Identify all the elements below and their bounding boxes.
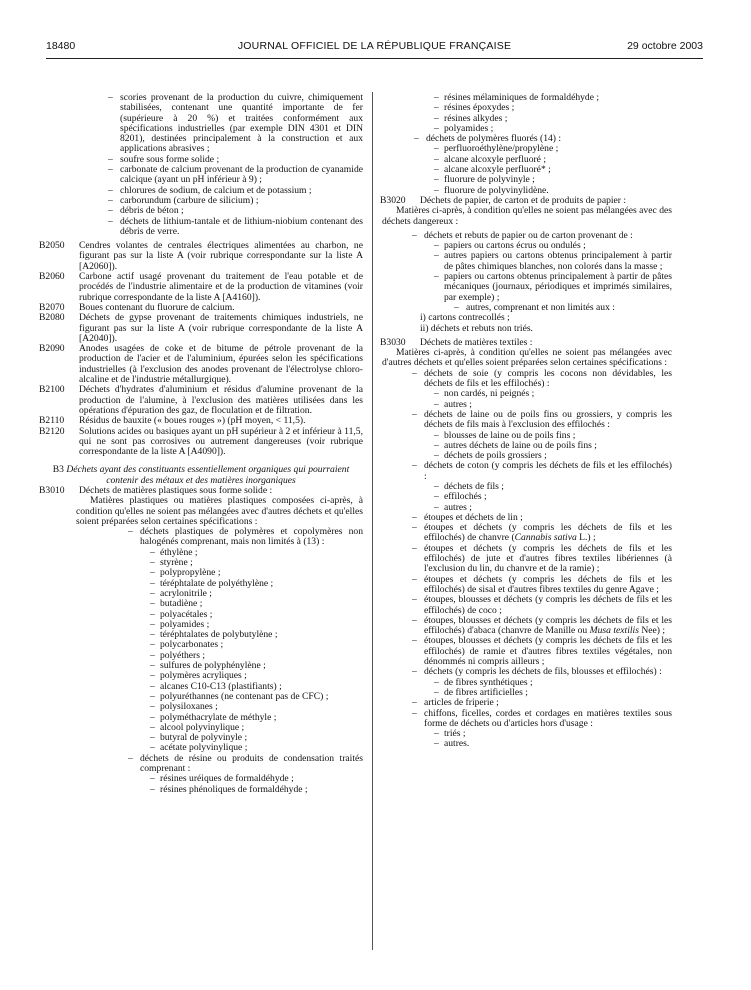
list-item: ii) déchets et rebuts non triés. — [420, 322, 533, 334]
list-item: – papiers ou cartons écrus ou ondulés ; — [434, 240, 586, 252]
list-item: – chlorures de sodium, de calcium et de potassium ; — [108, 184, 312, 196]
list-item: – polyacétales ; — [150, 608, 213, 620]
page-number: 18480 — [46, 40, 76, 52]
entry-b2090: B2090 Anodes usagées de coke et de bitume de pétrole provenant de la production de l'acier et de l'aluminium, épurées selon les spécifications industrielles (à l'exclusion des anodes provenant de l'électrolyse chloro-alcaline et de l'industrie métallurgique). — [39, 343, 363, 386]
entry-b3030: B3030 Déchets de matières textiles : — [380, 336, 533, 348]
list-item: – déchets de soie (y compris les cocons non dévidables, les déchets de fils et les effilochés) : — [412, 367, 672, 390]
entry-b3010: B3010 Déchets de matières plastiques sous forme solide : — [39, 484, 273, 496]
column-divider — [372, 92, 373, 950]
entry-b2050: B2050 Cendres volantes de centrales électriques alimentées au charbon, ne figurant pas sur la liste A (voir rubrique correspondante sur la liste A [A2060]). — [39, 240, 363, 272]
list-item: i) cartons contrecollés ; — [420, 312, 510, 324]
entry-b2100: B2100 Déchets d'hydrates d'aluminium et résidus d'alumine provenant de la production de l'alumine, à l'exclusion des matières utilisées dans les opérations d'épuration des gaz, de floculation et de filtration. — [39, 384, 363, 416]
list-item: – soufre sous forme solide ; — [108, 153, 220, 165]
list-item: – autres ; — [434, 398, 472, 410]
list-item: – déchets de polymères fluorés (14) : — [414, 133, 562, 145]
list-item: – polyamides ; — [434, 122, 494, 134]
entry-code: B2060 — [39, 271, 65, 283]
list-item: – polypropylène ; — [150, 567, 221, 579]
list-item: – résines phénoliques de formaldéhyde ; — [150, 783, 308, 795]
list-item: – étoupes, blousses et déchets (y compris les déchets de fils et les effilochés) d'abaca (chanvre de Manille ou Musa textilis Nee) ; — [412, 614, 672, 637]
b3030-intro: Matières ci-après, à condition qu'elles ne soient pas mélangées avec d'autres déchets et qu'elles soient préparées selon certaines spécifications : — [382, 347, 672, 369]
entry-code: B2070 — [39, 301, 65, 313]
list-item: – de fibres synthétiques ; — [434, 676, 533, 688]
list-item: – fluorure de polyvinylidène. — [434, 184, 549, 196]
list-item: – déchets de fils ; — [434, 480, 504, 492]
list-item: – butyral de polyvinyle ; — [150, 732, 248, 744]
entry-code: B2080 — [39, 312, 65, 324]
list-item: – polymères acryliques ; — [150, 670, 247, 682]
list-item: – acrylonitrile ; — [150, 587, 212, 599]
list-item: – résines uréiques de formaldéhyde ; — [150, 773, 294, 785]
entry-b2120: B2120 Solutions acides ou basiques ayant un pH supérieur à 2 et inférieur à 11,5, qui ne sont pas corrosives ou autrement dangereuses (voir rubrique correspondante de la liste A [A4090]). — [39, 425, 363, 458]
list-item: – déchets et rebuts de papier ou de carton provenant de : — [412, 229, 633, 241]
list-item: – étoupes et déchets (y compris les déchets de fils et les effilochés) de sisal et d'autres fibres textiles du genre Agave ; — [412, 573, 672, 595]
list-item: – étoupes et déchets (y compris les déchets de fils et les effilochés) de jute et d'autres fibres textiles libériennes (à l'exclusion du lin, du chanvre et de la ramie) ; — [412, 542, 672, 575]
header-rule — [46, 58, 703, 59]
list-item: – scories provenant de la production du cuivre, chimiquement stabilisées, contenant une quantité importante de fer (supérieure à 20 %) et traitées conformément aux spécifications industrielles (par exemple DIN 4301 et DIN 8201), destinées principalement à la construction et aux applications abrasives ; — [108, 92, 363, 155]
entry-code: B2100 — [39, 384, 65, 396]
entry-code: B3010 — [39, 484, 65, 496]
entry-b2070: B2070 Boues contenant du fluorure de calcium. — [39, 301, 235, 313]
list-item: – carbonate de calcium provenant de la production de cyanamide calcique (ayant un pH inférieur à 9) ; — [108, 164, 363, 186]
entry-code: B2050 — [39, 240, 65, 252]
list-item: – polycarbonates ; — [150, 639, 224, 651]
entry-code: B3030 — [380, 336, 406, 348]
list-item: – déchets de résine ou produits de condensation traités comprenant : — [128, 752, 363, 774]
silk-list — [382, 389, 672, 410]
list-item: – déchets de laine ou de poils fins ou grossiers, y compris les déchets de fils mais à l'exclusion des effilochés : — [412, 408, 672, 431]
list-item: – étoupes, blousses et déchets (y compris les déchets de fils et les effilochés) de coco ; — [412, 594, 672, 616]
issue-date: 29 octobre 2003 — [627, 40, 703, 52]
list-item: – styrène ; — [150, 557, 193, 569]
list-item: – déchets de coton (y compris les déchets de fils et les effilochés) : — [412, 460, 672, 482]
right-column — [382, 93, 672, 750]
list-item: – blousses de laine ou de poils fins ; — [434, 429, 576, 441]
list-item: – étoupes et déchets (y compris les déchets de fils et les effilochés) de chanvre (Cannabis sativa L.) ; — [412, 522, 672, 544]
list-item: – chiffons, ficelles, cordes et cordages en matières textiles sous forme de déchets ou d'articles hors d'usage : — [412, 707, 672, 729]
entry-code: B2120 — [39, 425, 65, 437]
list-item: – étoupes et déchets de lin ; — [412, 511, 523, 523]
list-item: – butadiène ; — [150, 598, 203, 610]
list-item: – déchets de poils grossiers ; — [434, 450, 547, 462]
list-item: – autres déchets de laine ou de poils fins ; — [434, 439, 597, 451]
list-item: – polyamides ; — [150, 618, 210, 630]
list-item: – éthylène ; — [150, 546, 198, 558]
left-column — [39, 92, 363, 795]
paper-sub-list — [382, 313, 672, 334]
fluoro-list — [382, 144, 672, 195]
page-header — [46, 40, 703, 56]
resin-list-cont — [382, 93, 672, 134]
list-item: – carborundum (carbure de silicium) ; — [108, 194, 259, 206]
list-item: – acétate polyvinylique ; — [150, 742, 248, 754]
paper-list — [382, 241, 672, 303]
resin-list — [76, 774, 363, 795]
list-item: – polyuréthannes (ne contenant pas de CFC) ; — [150, 690, 329, 702]
list-item: – alcane alcoxyle perfluoré* ; — [434, 164, 551, 176]
list-item: – non cardés, ni peignés ; — [434, 388, 535, 400]
entry-code: B2110 — [39, 415, 65, 427]
list-item: – autres ; — [434, 501, 472, 513]
entry-b2080: B2080 Déchets de gypse provenant de traitements chimiques industriels, ne figurant pas sur la liste A (voir rubrique correspondante de la liste A [A2040]). — [39, 312, 363, 344]
list-item: – perfluoroéthylène/propylène ; — [434, 143, 559, 155]
polymer-list — [76, 548, 363, 754]
list-item: – articles de friperie ; — [412, 697, 499, 709]
list-item: – papiers ou cartons obtenus principalement à partir de pâtes mécaniques (journaux, périodiques et imprimés similaires, par exemple) ; — [434, 271, 672, 303]
list-item: – déchets (y compris les déchets de fils, blousses et effilochés) : — [412, 666, 662, 678]
entry-b3020: B3020 Déchets de papier, de carton et de produits de papier : — [380, 194, 627, 206]
cotton-list — [382, 482, 672, 513]
list-item: – étoupes, blousses et déchets (y compris les déchets de fils et les effilochés) de ramie et d'autres fibres textiles végétales, non dénommés ni compris ailleurs ; — [412, 635, 672, 668]
b3020-intro: Matières ci-après, à condition qu'elles ne soient pas mélangées avec des déchets dangereux : — [382, 205, 672, 227]
list-item: – téréphtalate de polyéthylène ; — [150, 577, 274, 589]
list-item: – débris de béton ; — [108, 205, 184, 217]
entry-code: B3020 — [380, 194, 406, 206]
synthetic-list — [382, 678, 672, 699]
journal-title: JOURNAL OFFICIEL DE LA RÉPUBLIQUE FRANÇAISE — [237, 40, 512, 52]
list-item: – alcanes C10-C13 (plastifiants) ; — [150, 680, 282, 692]
list-item: – alcool polyvinylique ; — [150, 721, 245, 733]
section-b3-heading: B3 Déchets ayant des constituants essentiellement organiques qui pourraient contenir des métaux et des matières inorganiques — [52, 464, 350, 486]
list-item: – fluorure de polyvinyle ; — [434, 174, 535, 186]
intro-dash-list — [76, 93, 363, 237]
list-item: – polyéthers ; — [150, 649, 206, 661]
entry-b2060: B2060 Carbone actif usagé provenant du traitement de l'eau potable et de procédés de l'industrie alimentaire et de la production de vitamines (voir rubrique correspondante de la liste A [A4160]). — [39, 271, 363, 303]
entry-code: B2090 — [39, 343, 65, 355]
list-item: – sulfures de polyphénylène ; — [150, 660, 266, 672]
rags-list — [382, 729, 672, 750]
list-item: – polysiloxanes ; — [150, 701, 218, 713]
list-item: – alcane alcoxyle perfluoré ; — [434, 153, 547, 165]
list-item: – autres, comprenant et non limités aux : — [454, 301, 615, 313]
list-item: – résines mélaminiques de formaldéhyde ; — [434, 92, 600, 103]
list-item: – déchets de lithium-tantale et de lithium-niobium contenant des débris de verre. — [108, 215, 363, 237]
list-item: – téréphtalates de polybutylène ; — [150, 629, 278, 641]
list-item: – de fibres artificielles ; — [434, 686, 528, 698]
list-item: – résines alkydes ; — [434, 112, 508, 124]
list-item: – polyméthacrylate de méthyle ; — [150, 711, 277, 723]
list-item: – autres papiers ou cartons obtenus principalement à partir de pâtes chimiques blanches, non colorés dans la masse ; — [434, 250, 672, 272]
wool-list — [382, 431, 672, 462]
list-item: – déchets plastiques de polymères et copolymères non halogénés comprenant, mais non limités à (13) : — [128, 526, 363, 548]
entry-b2110: B2110 Résidus de bauxite (« boues rouges ») (pH moyen, < 11,5). — [39, 415, 306, 427]
list-item: – résines époxydes ; — [434, 102, 515, 114]
list-item: – effilochés ; — [434, 491, 487, 503]
list-item: – triés ; — [434, 728, 466, 740]
list-item: – autres. — [434, 738, 470, 750]
b3010-intro: Matières plastiques ou matières plastiques composées ci-après, à condition qu'elles ne soient pas mélangées avec d'autres déchets et qu'elles soient préparées selon certaines spécifications : — [76, 495, 363, 527]
